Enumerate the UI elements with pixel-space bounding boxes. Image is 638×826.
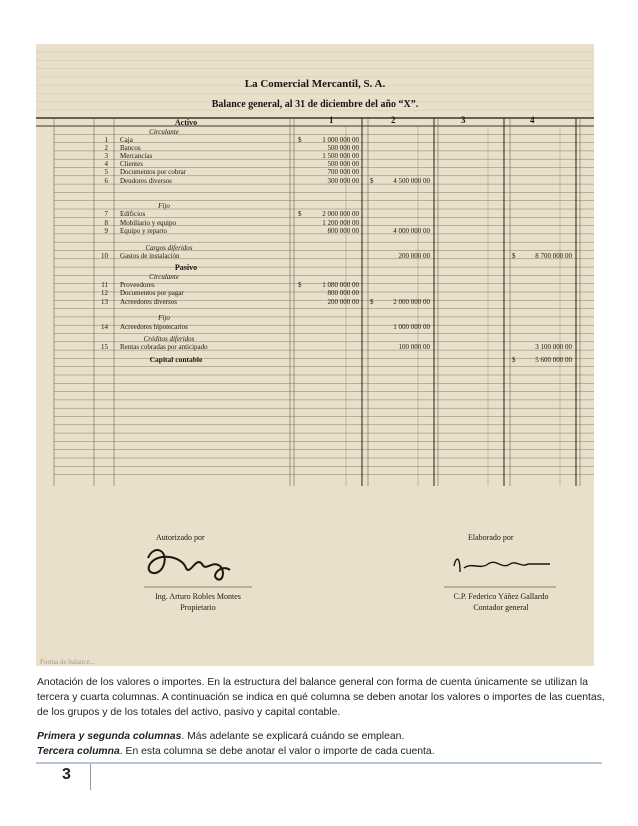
amount-c3: 4 000 000 00 <box>393 227 430 235</box>
row-number: 15 <box>101 343 108 351</box>
account-name: Bancos <box>120 144 141 152</box>
row-number: 1 <box>104 136 108 144</box>
amount-c3: 200 000 00 <box>398 252 430 260</box>
amount-c4: 3 100 000 00 <box>535 343 572 351</box>
row-number: 14 <box>101 323 108 331</box>
amount-c2: 500 000 00 <box>327 160 359 168</box>
amount-c2: 1 000 000 00 <box>322 136 359 144</box>
account-name: Acreedores diversos <box>120 298 177 306</box>
amount-c2: 800 000 00 <box>327 289 359 297</box>
account-name: Gastos de instalación <box>120 252 180 260</box>
authorized-name: Ing. Arturo Robles Montes <box>155 592 241 601</box>
ledger-form <box>36 44 594 666</box>
account-name: Rentas cobradas por anticipado <box>120 343 208 351</box>
account-name: Documentos por cobrar <box>120 168 187 176</box>
prepared-name: C.P. Federico Yáñez Gallardo <box>453 592 549 601</box>
row-number: 12 <box>101 289 108 297</box>
account-name: Deudores diversos <box>120 177 172 185</box>
ledger-form-image <box>36 44 594 666</box>
account-name: Documentos por pagar <box>120 289 184 297</box>
account-name: Clientes <box>120 160 143 168</box>
dollar-sign: $ <box>298 136 302 144</box>
row-number: 7 <box>104 210 108 218</box>
row-number: 9 <box>104 227 108 235</box>
account-name: Mercancías <box>120 152 153 160</box>
section-circulante: Circulante <box>149 128 179 136</box>
prepared-role: Contador general <box>473 603 529 612</box>
authorized-label: Autorizado por <box>156 533 205 542</box>
dollar-sign: $ <box>512 252 516 260</box>
row-number: 2 <box>104 144 108 152</box>
account-name: Caja <box>120 136 133 144</box>
amount-c4: 5 600 000 00 <box>535 356 572 364</box>
amount-c2: 700 000 00 <box>327 168 359 176</box>
row-number: 3 <box>104 152 108 160</box>
paragraph-primera-segunda <box>37 729 607 744</box>
row-number: 11 <box>101 281 108 289</box>
row-number: 10 <box>101 252 108 260</box>
section-pasivo: Pasivo <box>174 263 198 272</box>
amount-c2: 300 000 00 <box>327 177 359 185</box>
paragraph-anotacion: Anotación de los valores o importes. En la estructura del balance general con forma de cuenta únicamente se utilizan la tercera y cuarta columnas. A continuación se indica en qué columna se deben anotar los valores o importes de las cuentas, de los grupos y de los totales del activo, pasivo y capital contable. <box>37 677 605 718</box>
prepared-label: Elaborado por <box>468 533 514 542</box>
tercera-text: . En esta columna se debe anotar el valor o importe de cada cuenta. <box>119 746 435 757</box>
amount-c3: 4 500 000 00 <box>393 177 430 185</box>
amount-c3: 100 000 00 <box>398 343 430 351</box>
row-number: 13 <box>101 298 108 306</box>
amount-c4: 8 700 000 00 <box>535 252 572 260</box>
dollar-sign: $ <box>298 281 302 289</box>
page-number-separator <box>90 764 91 790</box>
col-header-4: 4 <box>530 115 535 125</box>
footer-rule <box>36 762 602 764</box>
dollar-sign: $ <box>370 298 374 306</box>
amount-c2: 800 000 00 <box>327 227 359 235</box>
row-number: 6 <box>104 177 108 185</box>
section-circulante-pasivo: Circulante <box>149 273 179 281</box>
row-number: 5 <box>104 168 108 176</box>
row-number: 8 <box>104 219 108 227</box>
body-text <box>37 675 607 759</box>
sheet-title: Balance general, al 31 de diciembre del año “X”. <box>211 99 419 110</box>
primera-segunda-text: . Más adelante se explicará cuándo se emplean. <box>181 731 405 742</box>
amount-c2: 200 000 00 <box>327 298 359 306</box>
amount-c2: 1 080 000 00 <box>322 281 359 289</box>
amount-c2: 500 000 00 <box>327 144 359 152</box>
col-header-3: 3 <box>461 115 466 125</box>
section-fijo: Fijo <box>158 202 170 210</box>
primera-segunda-label: Primera y segunda columnas <box>37 731 182 742</box>
amount-c3: 2 000 000 00 <box>393 298 430 306</box>
faint-bottom-text: Forma de balance... <box>40 658 96 666</box>
paragraph-tercera <box>37 744 607 759</box>
amount-c3: 1 000 000 00 <box>393 323 430 331</box>
col-header-1: 1 <box>329 115 334 125</box>
dollar-sign: $ <box>298 210 302 218</box>
amount-c2: 2 000 000 00 <box>322 210 359 218</box>
tercera-label: Tercera columna <box>37 746 120 757</box>
account-name: Mobiliario y equipo <box>120 219 176 227</box>
authorized-role: Propietario <box>180 603 216 612</box>
section-capital-contable: Capital contable <box>149 355 203 364</box>
section-fijo-pasivo: Fijo <box>158 314 170 322</box>
company-name: La Comercial Mercantil, S. A. <box>244 78 386 90</box>
account-name: Edificios <box>120 210 146 218</box>
amount-c2: 1 500 000 00 <box>322 152 359 160</box>
account-name: Equipo y reparto <box>120 227 168 235</box>
col-header-2: 2 <box>391 115 396 125</box>
amount-c2: 1 200 000 00 <box>322 219 359 227</box>
page-number: 3 <box>62 766 71 783</box>
account-name: Acreedores hipotecarios <box>120 323 188 331</box>
section-activo: Activo <box>174 118 198 127</box>
dollar-sign: $ <box>370 177 374 185</box>
row-number: 4 <box>104 160 108 168</box>
dollar-sign: $ <box>512 356 516 364</box>
section-cargos-diferidos: Cargos diferidos <box>145 244 193 252</box>
section-creditos-diferidos: Créditos diferidos <box>143 335 195 343</box>
account-name: Proveedores <box>120 281 155 289</box>
